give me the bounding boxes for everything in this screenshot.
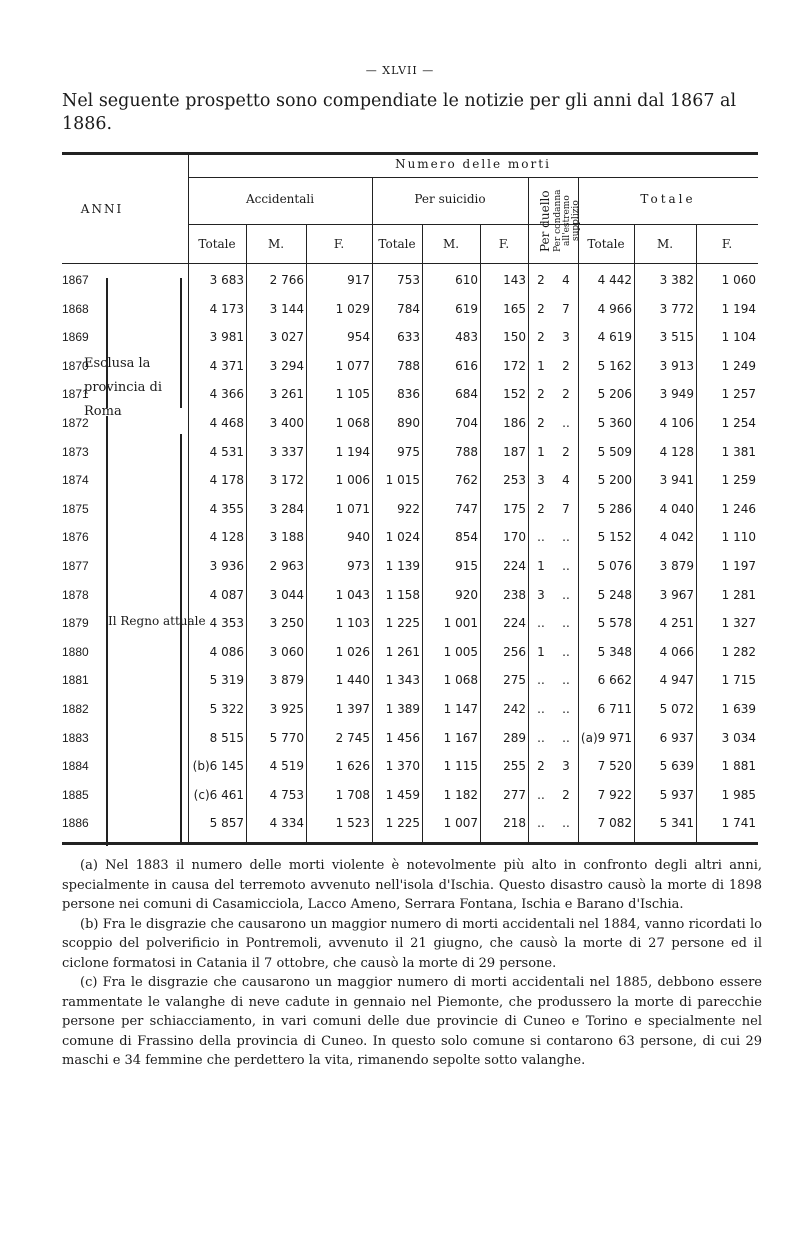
cell-tot-f: 1 282 — [721, 645, 756, 659]
cell-acc-tot: 4 173 — [209, 302, 244, 316]
header-acc-m: M. — [267, 237, 285, 251]
cell-duello: .. — [537, 788, 545, 802]
cell-acc-tot: 4 468 — [209, 416, 244, 430]
row-year: 1879 — [62, 616, 89, 630]
cell-condanna: 7 — [562, 502, 570, 516]
cell-sui-f: 256 — [503, 645, 526, 659]
col-rule — [422, 224, 423, 845]
cell-duello: 3 — [537, 473, 545, 487]
cell-tot: 7 082 — [597, 816, 632, 830]
cell-condanna: .. — [562, 645, 570, 659]
cell-tot-m: 4 106 — [659, 416, 694, 430]
cell-sui-m: 1 167 — [443, 731, 478, 745]
cell-acc-f: 1 077 — [335, 359, 370, 373]
cell-duello: .. — [537, 816, 545, 830]
cell-condanna: .. — [562, 816, 570, 830]
cell-tot-m: 4 251 — [659, 616, 694, 630]
cell-sui-f: 277 — [503, 788, 526, 802]
cell-duello: .. — [537, 616, 545, 630]
cell-acc-f: 1 440 — [335, 673, 370, 687]
cell-acc-f: 1 071 — [335, 502, 370, 516]
cell-acc-f: 1 105 — [335, 387, 370, 401]
cell-tot: 5 578 — [597, 616, 632, 630]
cell-sui-tot: 975 — [397, 445, 420, 459]
intro-paragraph: Nel seguente prospetto sono compendiate le notizie per gli anni dal 1867 al 1886. — [62, 91, 737, 134]
row-year: 1886 — [62, 816, 89, 830]
cell-tot-f: 1 327 — [721, 616, 756, 630]
cell-sui-m: 684 — [455, 387, 478, 401]
cell-tot: 5 206 — [597, 387, 632, 401]
cell-acc-tot: 3 981 — [209, 330, 244, 344]
cell-acc-m: 3 294 — [269, 359, 304, 373]
header-sui-f: F. — [498, 237, 510, 251]
cell-acc-tot: 8 515 — [209, 731, 244, 745]
footnote-b: (b) Fra le disgrazie che causarono un maggior numero di morti accidentali nel 1884, vanno ricordati lo scoppio del polverificio in Pontremoli, avvenuto il 21 giugno, che causò la morte di 27 persone ed il ciclone formatosi in Catania il 7 ottobre, che causò la morte di 29 persone. — [62, 916, 762, 971]
brace-left-regno — [104, 416, 108, 846]
header-totale-group: Totale — [640, 192, 696, 206]
cell-sui-tot: 890 — [397, 416, 420, 430]
cell-acc-tot: (c)6 461 — [193, 788, 244, 802]
cell-acc-f: 1 029 — [335, 302, 370, 316]
cell-tot-f: 1 381 — [721, 445, 756, 459]
cell-acc-tot: 5 319 — [209, 673, 244, 687]
cell-sui-tot: 1 225 — [385, 816, 420, 830]
cell-sui-tot: 1 158 — [385, 588, 420, 602]
cell-sui-tot: 922 — [397, 502, 420, 516]
cell-sui-f: 150 — [503, 330, 526, 344]
cell-tot-m: 5 072 — [659, 702, 694, 716]
cell-condanna: 4 — [562, 273, 570, 287]
cell-tot: 7 922 — [597, 788, 632, 802]
cell-tot-f: 1 194 — [721, 302, 756, 316]
row-year: 1870 — [62, 359, 89, 373]
cell-tot: (a)9 971 — [580, 731, 632, 745]
cell-acc-tot: 3 683 — [209, 273, 244, 287]
group-label-regno: Il Regno attuale — [108, 614, 206, 628]
cell-sui-tot: 1 459 — [385, 788, 420, 802]
cell-tot-f: 1 110 — [721, 530, 756, 544]
cell-sui-m: 610 — [455, 273, 478, 287]
header-rule-accidentali — [188, 224, 372, 225]
cell-acc-m: 3 188 — [269, 530, 304, 544]
cell-acc-tot: 4 355 — [209, 502, 244, 516]
cell-acc-tot: 4 178 — [209, 473, 244, 487]
cell-tot-f: 1 104 — [721, 330, 756, 344]
cell-acc-m: 3 044 — [269, 588, 304, 602]
col-rule — [480, 224, 481, 845]
cell-acc-f: 1 068 — [335, 416, 370, 430]
cell-condanna: .. — [562, 559, 570, 573]
cell-duello: .. — [537, 731, 545, 745]
statistics-table — [62, 152, 758, 848]
cell-tot: 6 662 — [597, 673, 632, 687]
cell-sui-tot: 1 343 — [385, 673, 420, 687]
cell-tot-f: 1 881 — [721, 759, 756, 773]
cell-acc-f: 1 194 — [335, 445, 370, 459]
cell-condanna: 2 — [562, 359, 570, 373]
row-year: 1875 — [62, 502, 89, 516]
cell-acc-tot: 5 322 — [209, 702, 244, 716]
footnote-a: (a) Nel 1883 il numero delle morti violente è notevolmente più alto in confronto degli altri anni, specialmente in causa del terremoto avvenuto nell'isola d'Ischia. Questo disastro causò la morte di 1898 persone nei comuni di Casamicciola, Lacco Ameno, Serrara Fontana, Ischia e Barano d'Ischia. — [62, 858, 762, 912]
cell-sui-m: 1 147 — [443, 702, 478, 716]
row-year: 1882 — [62, 702, 89, 716]
cell-tot-f: 1 639 — [721, 702, 756, 716]
cell-tot-m: 3 515 — [659, 330, 694, 344]
cell-duello: 1 — [537, 559, 545, 573]
cell-sui-m: 1 001 — [443, 616, 478, 630]
cell-tot: 6 711 — [597, 702, 632, 716]
cell-tot-m: 6 937 — [659, 731, 694, 745]
cell-condanna: .. — [562, 588, 570, 602]
cell-acc-tot: 4 086 — [209, 645, 244, 659]
cell-sui-f: 170 — [503, 530, 526, 544]
cell-duello: .. — [537, 702, 545, 716]
header-acc-f: F. — [333, 237, 345, 251]
row-year: 1869 — [62, 330, 89, 344]
cell-acc-tot: 4 353 — [209, 616, 244, 630]
cell-tot-m: 3 382 — [659, 273, 694, 287]
cell-acc-m: 4 519 — [269, 759, 304, 773]
cell-acc-tot: 4 531 — [209, 445, 244, 459]
header-sui-totale: Totale — [378, 237, 416, 251]
cell-condanna: 2 — [562, 788, 570, 802]
cell-condanna: .. — [562, 673, 570, 687]
cell-duello: 2 — [537, 387, 545, 401]
cell-tot-m: 3 967 — [659, 588, 694, 602]
row-year: 1871 — [62, 387, 89, 401]
row-year: 1868 — [62, 302, 89, 316]
header-suicidio: Per suicidio — [414, 192, 486, 206]
cell-sui-m: 762 — [455, 473, 478, 487]
cell-sui-f: 218 — [503, 816, 526, 830]
cell-acc-tot: (b)6 145 — [192, 759, 244, 773]
cell-duello: 2 — [537, 330, 545, 344]
cell-condanna: .. — [562, 616, 570, 630]
header-accidentali: Accidentali — [245, 192, 315, 206]
header-tot-totale: Totale — [587, 237, 625, 251]
cell-sui-m: 1 182 — [443, 788, 478, 802]
cell-duello: 2 — [537, 502, 545, 516]
cell-acc-f: 2 745 — [335, 731, 370, 745]
cell-sui-tot: 1 225 — [385, 616, 420, 630]
footnotes — [62, 856, 762, 1071]
row-year: 1885 — [62, 788, 89, 802]
cell-sui-tot: 836 — [397, 387, 420, 401]
col-rule — [696, 224, 697, 845]
cell-tot: 5 248 — [597, 588, 632, 602]
row-year: 1880 — [62, 645, 89, 659]
cell-acc-m: 2 766 — [269, 273, 304, 287]
cell-sui-f: 242 — [503, 702, 526, 716]
cell-tot: 5 360 — [597, 416, 632, 430]
row-year: 1883 — [62, 731, 89, 745]
cell-sui-f: 186 — [503, 416, 526, 430]
col-rule — [188, 152, 189, 845]
cell-sui-m: 1 005 — [443, 645, 478, 659]
cell-acc-m: 3 172 — [269, 473, 304, 487]
cell-duello: 2 — [537, 416, 545, 430]
cell-tot-f: 1 985 — [721, 788, 756, 802]
cell-sui-f: 238 — [503, 588, 526, 602]
cell-tot: 5 200 — [597, 473, 632, 487]
cell-tot-m: 4 947 — [659, 673, 694, 687]
cell-sui-tot: 788 — [397, 359, 420, 373]
group-esclusa-text: Esclusa la provincia di Roma — [84, 356, 163, 419]
cell-sui-m: 704 — [455, 416, 478, 430]
cell-acc-m: 3 144 — [269, 302, 304, 316]
cell-tot-f: 1 197 — [721, 559, 756, 573]
cell-tot-m: 4 128 — [659, 445, 694, 459]
cell-acc-tot: 3 936 — [209, 559, 244, 573]
cell-acc-f: 1 626 — [335, 759, 370, 773]
col-rule — [306, 224, 307, 845]
cell-sui-tot: 1 139 — [385, 559, 420, 573]
cell-duello: 2 — [537, 273, 545, 287]
row-year: 1867 — [62, 273, 89, 287]
header-sui-m: M. — [442, 237, 460, 251]
cell-tot-f: 3 034 — [721, 731, 756, 745]
col-rule — [372, 177, 373, 845]
cell-sui-f: 224 — [503, 559, 526, 573]
cell-tot-f: 1 246 — [721, 502, 756, 516]
cell-acc-m: 4 334 — [269, 816, 304, 830]
cell-tot-f: 1 249 — [721, 359, 756, 373]
row-year: 1873 — [62, 445, 89, 459]
cell-sui-m: 747 — [455, 502, 478, 516]
header-acc-totale: Totale — [198, 237, 236, 251]
cell-duello: 1 — [537, 645, 545, 659]
cell-sui-tot: 1 024 — [385, 530, 420, 544]
row-year: 1872 — [62, 416, 89, 430]
header-bottom-rule — [62, 263, 758, 264]
cell-tot-f: 1 257 — [721, 387, 756, 401]
col-rule — [634, 224, 635, 845]
cell-condanna: 4 — [562, 473, 570, 487]
cell-acc-m: 3 261 — [269, 387, 304, 401]
cell-acc-f: 1 397 — [335, 702, 370, 716]
cell-acc-f: 954 — [347, 330, 370, 344]
cell-condanna: .. — [562, 731, 570, 745]
page-number: — XLVII — — [365, 64, 435, 77]
cell-sui-m: 920 — [455, 588, 478, 602]
row-year: 1874 — [62, 473, 89, 487]
cell-tot: 7 520 — [597, 759, 632, 773]
cell-sui-f: 253 — [503, 473, 526, 487]
cell-sui-f: 224 — [503, 616, 526, 630]
cell-tot: 5 509 — [597, 445, 632, 459]
row-year: 1878 — [62, 588, 89, 602]
cell-tot-m: 4 040 — [659, 502, 694, 516]
header-tot-f: F. — [721, 237, 733, 251]
cell-acc-f: 1 026 — [335, 645, 370, 659]
cell-tot-m: 3 941 — [659, 473, 694, 487]
cell-duello: 3 — [537, 588, 545, 602]
cell-condanna: 3 — [562, 759, 570, 773]
cell-sui-m: 854 — [455, 530, 478, 544]
cell-tot-f: 1 741 — [721, 816, 756, 830]
cell-acc-m: 3 060 — [269, 645, 304, 659]
cell-sui-m: 619 — [455, 302, 478, 316]
cell-tot-f: 1 259 — [721, 473, 756, 487]
cell-sui-f: 275 — [503, 673, 526, 687]
cell-tot: 5 348 — [597, 645, 632, 659]
cell-acc-tot: 5 857 — [209, 816, 244, 830]
cell-tot: 5 162 — [597, 359, 632, 373]
cell-acc-tot: 4 087 — [209, 588, 244, 602]
cell-tot-m: 3 772 — [659, 302, 694, 316]
cell-tot: 4 966 — [597, 302, 632, 316]
cell-duello: 2 — [537, 302, 545, 316]
row-year: 1877 — [62, 559, 89, 573]
cell-acc-m: 5 770 — [269, 731, 304, 745]
cell-sui-m: 483 — [455, 330, 478, 344]
cell-sui-tot: 1 456 — [385, 731, 420, 745]
cell-tot-m: 4 042 — [659, 530, 694, 544]
table-bottom-rule — [62, 842, 758, 845]
cell-duello: 2 — [537, 759, 545, 773]
cell-acc-f: 1 043 — [335, 588, 370, 602]
cell-tot-m: 3 949 — [659, 387, 694, 401]
cell-sui-f: 165 — [503, 302, 526, 316]
header-numero-morti: Numero delle morti — [395, 157, 551, 171]
cell-condanna: .. — [562, 416, 570, 430]
cell-tot-f: 1 715 — [721, 673, 756, 687]
cell-sui-tot: 1 015 — [385, 473, 420, 487]
cell-tot: 4 442 — [597, 273, 632, 287]
cell-sui-tot: 1 261 — [385, 645, 420, 659]
col-rule — [246, 224, 247, 845]
cell-acc-m: 3 027 — [269, 330, 304, 344]
cell-acc-tot: 4 366 — [209, 387, 244, 401]
header-condanna: Per condanna all'estremo supplizio — [553, 189, 581, 253]
cell-sui-tot: 753 — [397, 273, 420, 287]
header-rule-suicidio — [372, 224, 552, 225]
header-tot-m: M. — [656, 237, 674, 251]
cell-tot-f: 1 254 — [721, 416, 756, 430]
cell-acc-m: 3 337 — [269, 445, 304, 459]
cell-tot: 5 286 — [597, 502, 632, 516]
cell-acc-m: 3 400 — [269, 416, 304, 430]
cell-sui-tot: 1 370 — [385, 759, 420, 773]
footnote-c: (c) Fra le disgrazie che causarono un maggior numero di morti accidentali nel 1885, debbono essere rammentate le valanghe di neve cadute in gennaio nel Piemonte, che produssero la morte di parecchie persone per schiacciamento, in vari comuni delle due provincie di Cuneo e Torino e specialmente nel comune di Frassino della provincia di Cuneo. In questo solo comune si contarono 63 persone, di cui 29 maschi e 34 femmine che perdettero la vita, rimanendo sepolte sotto valanghe. — [62, 975, 762, 1068]
cell-acc-f: 917 — [347, 273, 370, 287]
cell-acc-f: 1 103 — [335, 616, 370, 630]
cell-duello: .. — [537, 530, 545, 544]
cell-condanna: .. — [562, 530, 570, 544]
cell-acc-m: 3 925 — [269, 702, 304, 716]
brace-right-regno — [180, 434, 182, 844]
cell-acc-m: 3 250 — [269, 616, 304, 630]
cell-duello: 1 — [537, 445, 545, 459]
cell-acc-tot: 4 128 — [209, 530, 244, 544]
row-year: 1884 — [62, 759, 89, 773]
cell-sui-f: 255 — [503, 759, 526, 773]
cell-tot-f: 1 281 — [721, 588, 756, 602]
cell-condanna: .. — [562, 702, 570, 716]
cell-duello: 1 — [537, 359, 545, 373]
cell-sui-f: 289 — [503, 731, 526, 745]
cell-tot-m: 3 879 — [659, 559, 694, 573]
cell-tot: 4 619 — [597, 330, 632, 344]
cell-condanna: 7 — [562, 302, 570, 316]
cell-sui-m: 788 — [455, 445, 478, 459]
cell-sui-f: 143 — [503, 273, 526, 287]
cell-duello: .. — [537, 673, 545, 687]
cell-sui-m: 1 007 — [443, 816, 478, 830]
cell-sui-f: 175 — [503, 502, 526, 516]
cell-condanna: 3 — [562, 330, 570, 344]
cell-tot-m: 4 066 — [659, 645, 694, 659]
cell-sui-m: 1 068 — [443, 673, 478, 687]
cell-sui-m: 616 — [455, 359, 478, 373]
cell-sui-tot: 633 — [397, 330, 420, 344]
cell-tot-m: 5 341 — [659, 816, 694, 830]
cell-acc-m: 3 284 — [269, 502, 304, 516]
cell-acc-f: 940 — [347, 530, 370, 544]
cell-acc-f: 1 523 — [335, 816, 370, 830]
cell-tot: 5 152 — [597, 530, 632, 544]
header-duello: Per duello — [538, 190, 552, 252]
cell-acc-f: 1 006 — [335, 473, 370, 487]
row-year: 1876 — [62, 530, 89, 544]
cell-tot-m: 5 639 — [659, 759, 694, 773]
cell-acc-f: 1 708 — [335, 788, 370, 802]
row-year: 1881 — [62, 673, 89, 687]
brace-right-esclusa — [180, 278, 182, 408]
cell-acc-m: 4 753 — [269, 788, 304, 802]
cell-acc-m: 3 879 — [269, 673, 304, 687]
table-top-rule — [62, 152, 758, 155]
cell-sui-m: 1 115 — [443, 759, 478, 773]
cell-sui-m: 915 — [455, 559, 478, 573]
col-rule — [578, 177, 579, 845]
cell-acc-m: 2 963 — [269, 559, 304, 573]
cell-sui-tot: 784 — [397, 302, 420, 316]
cell-sui-f: 172 — [503, 359, 526, 373]
cell-tot: 5 076 — [597, 559, 632, 573]
cell-condanna: 2 — [562, 387, 570, 401]
header-rule-1 — [188, 177, 758, 178]
header-anni: ANNI — [80, 202, 124, 216]
cell-tot-m: 5 937 — [659, 788, 694, 802]
col-rule — [528, 177, 529, 845]
cell-acc-f: 973 — [347, 559, 370, 573]
cell-sui-tot: 1 389 — [385, 702, 420, 716]
cell-sui-f: 152 — [503, 387, 526, 401]
cell-condanna: 2 — [562, 445, 570, 459]
cell-acc-tot: 4 371 — [209, 359, 244, 373]
cell-tot-m: 3 913 — [659, 359, 694, 373]
cell-sui-f: 187 — [503, 445, 526, 459]
cell-tot-f: 1 060 — [721, 273, 756, 287]
